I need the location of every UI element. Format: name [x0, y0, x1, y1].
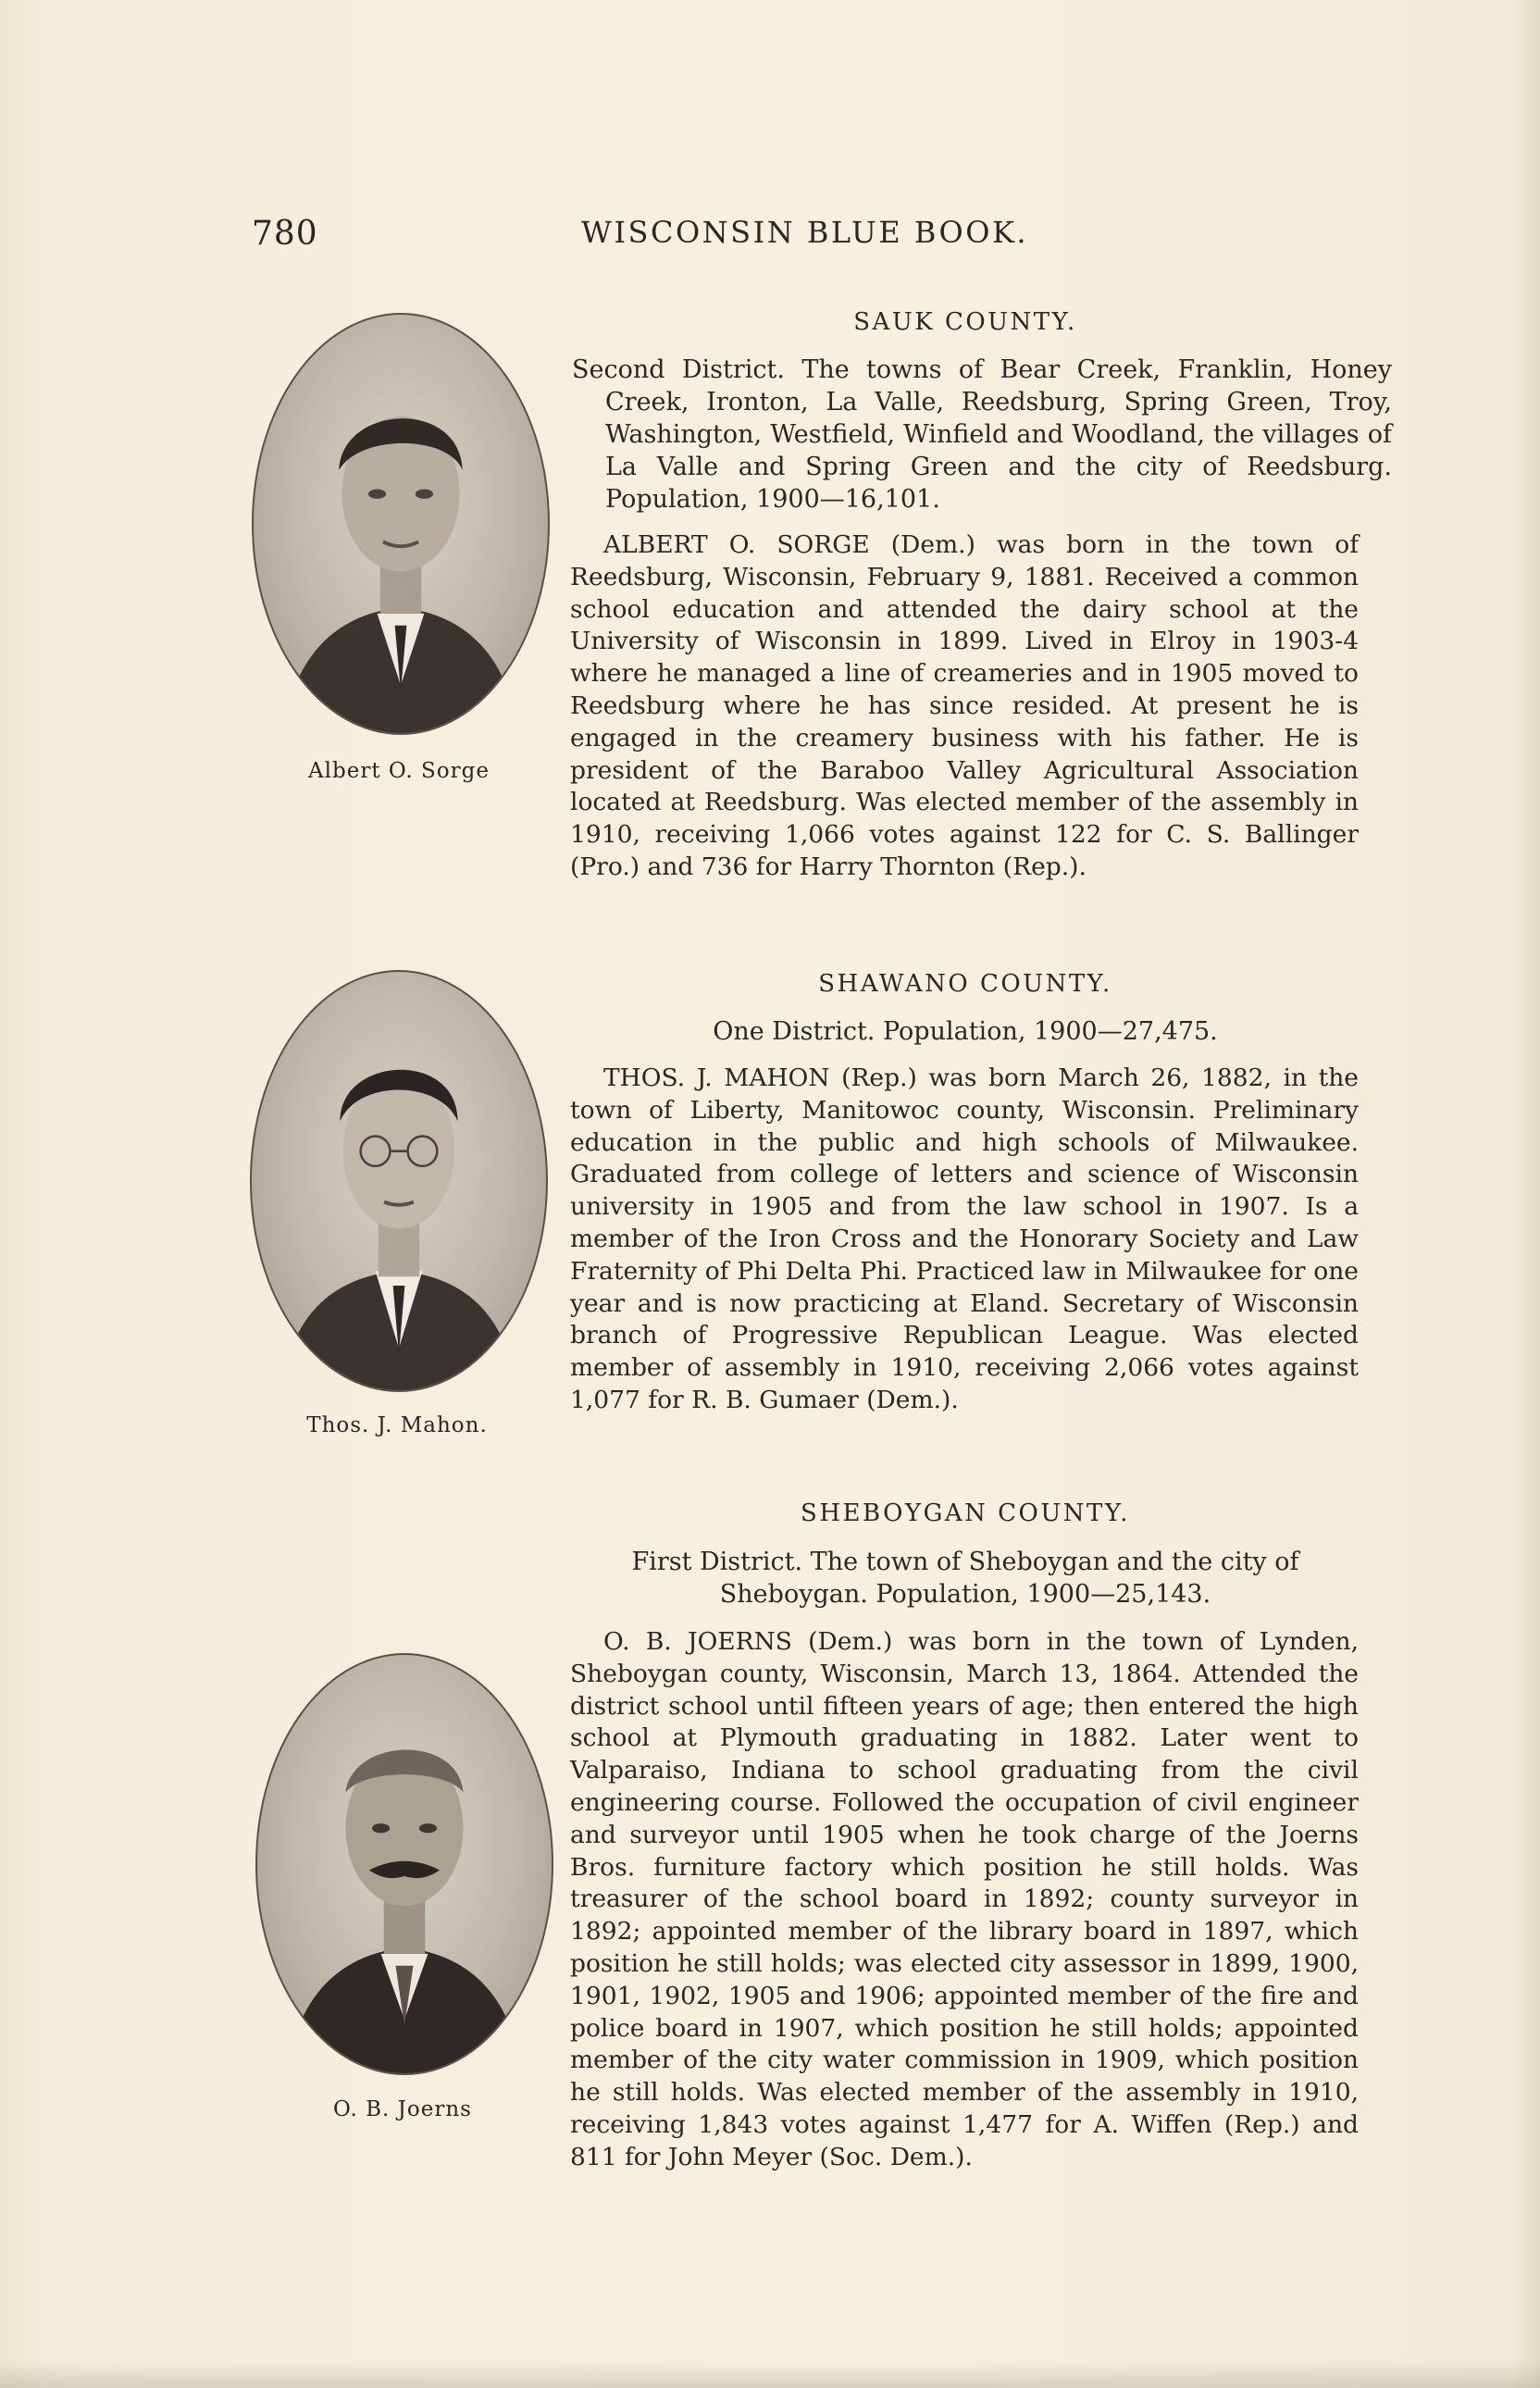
district-description-sheboygan: First District. The town of Sheboygan and the city of Sheboygan. Population, 1900—25,143. [631, 1548, 1299, 1609]
portrait-caption-joerns: O. B. Joerns [333, 2097, 472, 2121]
portrait-photo-icon [254, 315, 548, 733]
section-title-sauk: SAUK COUNTY. [853, 308, 1077, 336]
section-title-sheboygan: SHEBOYGAN COUNTY. [801, 1499, 1130, 1527]
page-edge-shadow [1512, 0, 1540, 2388]
page-header [252, 215, 1362, 259]
portrait-caption-sorge: Albert O. Sorge [308, 759, 490, 783]
portrait-photo-icon [255, 1653, 553, 2075]
portrait-caption-mahon: Thos. J. Mahon. [306, 1413, 488, 1437]
district-description-shawano: One District. Population, 1900—27,475. [713, 1017, 1218, 1046]
section-title-shawano: SHAWANO COUNTY. [818, 970, 1112, 998]
biography-sorge: ALBERT O. SORGE (Dem.) was born in the town of Reedsburg, Wisconsin, February 9, 1881. Received a common school education and attended the dairy school at the University of Wisconsin in 1899. Lived in Elroy in 1903-4 where he managed a line of creameries and in 1905 moved to Reedsburg where he has since resided. At present he is engaged in the creamery business with his father. He is president of the Baraboo Valley Agricultural Association located at Reedsburg. Was elected member of the assembly in 1910, receiving 1,066 votes against 122 for C. S. Ballinger (Pro.) and 736 for Harry Thornton (Rep.). [570, 530, 1359, 881]
page-bottom-edge [0, 2360, 1540, 2388]
portrait-photo-icon [252, 313, 550, 735]
biography-joerns: O. B. JOERNS (Dem.) was born in the town of Lynden, Sheboygan county, Wisconsin, March 13, 1864. Attended the district school until fifteen years of age; then entered the high school at Plymouth graduating in 1882. Later went to Valparaiso, Indiana to school graduating from the civil engineering course. Followed the occupation of civil engineer and surveyor until 1905 when he took charge of the Joerns Bros. furniture factory which position he still holds. Was treasurer of the school board in 1892; county surveyor in 1892; appointed member of the library board in 1897, which position he still holds; was elected city assessor in 1899, 1900, 1901, 1902, 1905 and 1906; appointed member of the fire and police board in 1907, which position he still holds; appointed member of the city water commission in 1909, which position he still holds. Was elected member of the assembly in 1910, receiving 1,843 votes against 1,477 for A. Wiffen (Rep.) and 811 for John Meyer (Soc. Dem.). [570, 1627, 1359, 2171]
portrait-photo-icon [252, 972, 546, 1390]
portrait-photo-icon [250, 970, 548, 1392]
running-head: WISCONSIN BLUE BOOK. [581, 215, 1029, 250]
district-description-sauk: Second District. The towns of Bear Creek, Franklin, Honey Creek, Ironton, La Valle, Reedsburg, Spring Green, Troy, Washington, Westfield, Winfield and Woodland, the villages of La Valle and Spring Green and the city of Reedsburg. Population, 1900—16,101. [572, 355, 1392, 514]
biography-mahon: THOS. J. MAHON (Rep.) was born March 26, 1882, in the town of Liberty, Manitowoc county, Wisconsin. Preliminary education in the public and high schools of Milwaukee. Graduated from college of letters and science of Wisconsin university in 1905 and from the law school in 1907. Is a member of the Iron Cross and the Honorary Society and Law Fraternity of Phi Delta Phi. Practiced law in Milwaukee for one year and is now practicing at Eland. Secretary of Wisconsin branch of Progressive Republican League. Was elected member of assembly in 1910, receiving 2,066 votes against 1,077 for R. B. Gumaer (Dem.). [570, 1063, 1359, 1414]
portrait-photo-icon [257, 1655, 552, 2073]
page-number: 780 [252, 215, 318, 253]
